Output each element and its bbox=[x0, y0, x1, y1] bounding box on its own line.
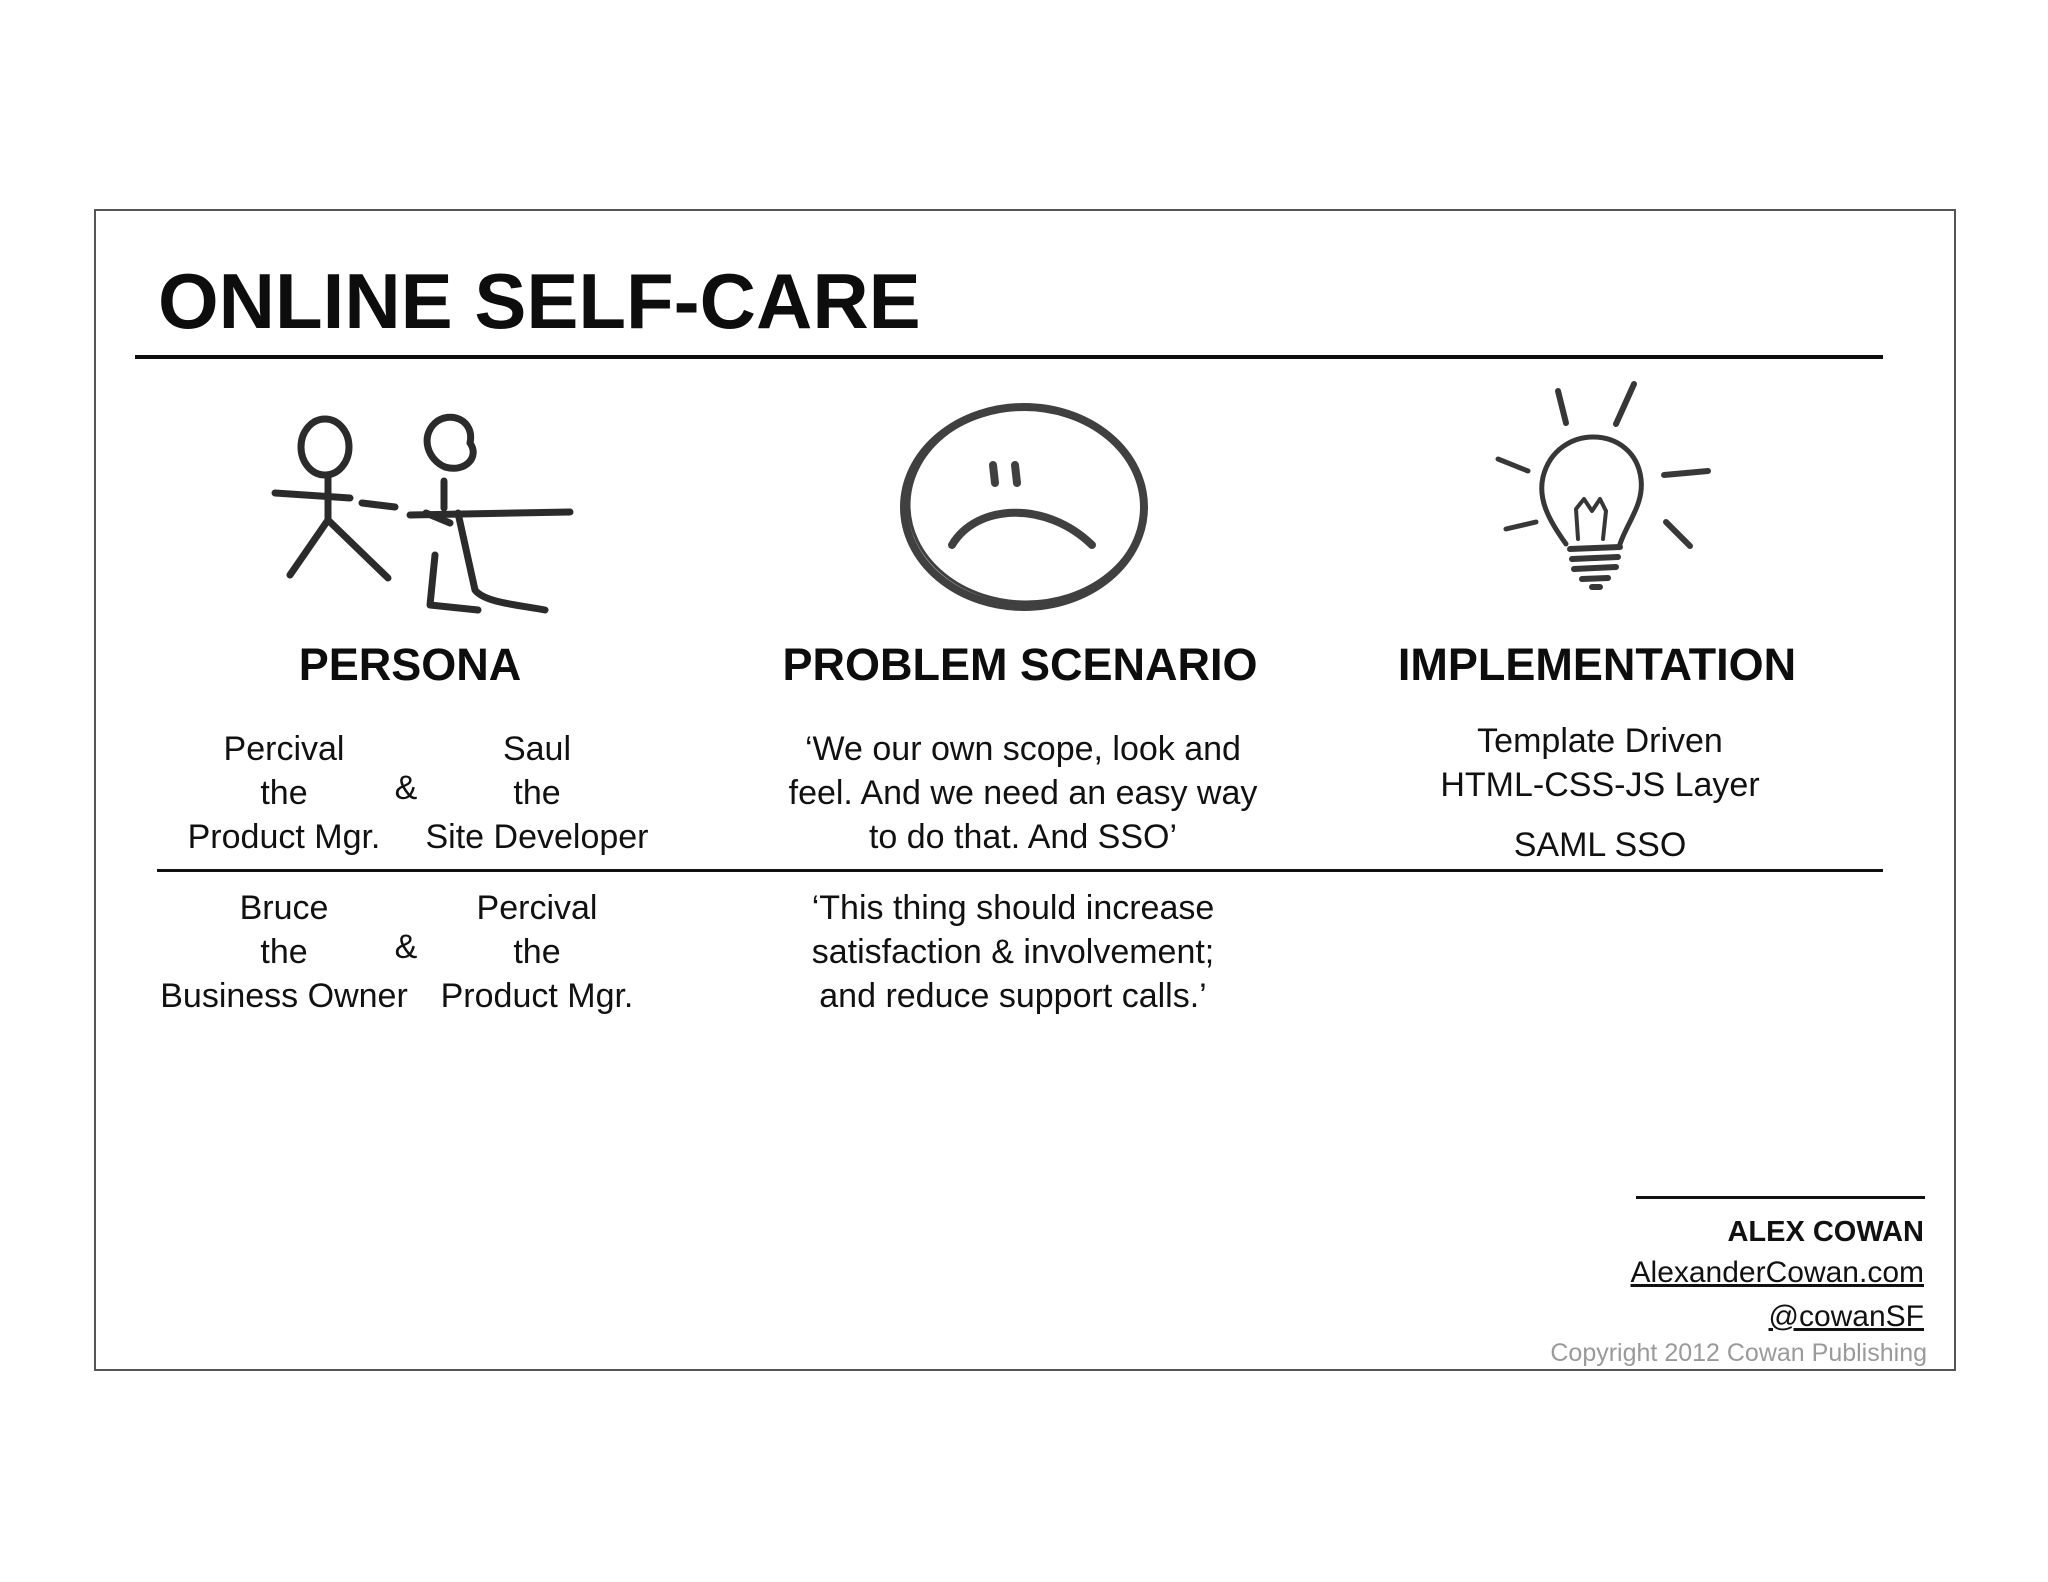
problem-bottom-quote bbox=[812, 886, 1215, 1018]
quote-line: to do that. And SSO’ bbox=[868, 818, 1178, 856]
problem-scenario-heading: PROBLEM SCENARIO bbox=[782, 639, 1258, 690]
problem-top-quote bbox=[789, 727, 1258, 859]
implementation-sso: SAML SSO bbox=[1513, 826, 1687, 864]
title-divider bbox=[135, 355, 1883, 359]
persona-top-left bbox=[188, 727, 381, 859]
row-divider bbox=[157, 869, 1883, 872]
persona-name: Saul bbox=[502, 730, 572, 768]
author-website-link[interactable]: AlexanderCowan.com bbox=[1630, 1256, 1924, 1289]
persona-role: Product Mgr. bbox=[187, 818, 381, 856]
persona-role: Product Mgr. bbox=[440, 977, 634, 1015]
author-twitter-link[interactable]: @cowanSF bbox=[1768, 1300, 1924, 1333]
copyright-notice: Copyright 2012 Cowan Publishing bbox=[1550, 1339, 1927, 1367]
page-title: ONLINE SELF-CARE bbox=[158, 257, 921, 345]
stick-figures-icon bbox=[270, 405, 580, 625]
author-divider bbox=[1636, 1196, 1925, 1199]
persona-article: the bbox=[513, 774, 561, 812]
implementation-heading: IMPLEMENTATION bbox=[1397, 639, 1797, 690]
quote-line: and reduce support calls.’ bbox=[819, 977, 1207, 1015]
quote-line: ‘We our own scope, look and bbox=[805, 730, 1241, 768]
persona-article: the bbox=[260, 774, 308, 812]
persona-name: Percival bbox=[476, 889, 598, 927]
implementation-line: HTML-CSS-JS Layer bbox=[1440, 766, 1760, 804]
implementation-details bbox=[1440, 719, 1759, 807]
persona-top-ampersand: & bbox=[394, 769, 418, 807]
persona-heading: PERSONA bbox=[298, 639, 522, 690]
frown-face-icon bbox=[897, 403, 1152, 613]
persona-article: the bbox=[260, 933, 308, 971]
persona-name: Bruce bbox=[239, 889, 329, 927]
light-bulb-icon bbox=[1488, 379, 1718, 604]
persona-top-right bbox=[425, 727, 648, 859]
quote-line: feel. And we need an easy way bbox=[788, 774, 1258, 812]
implementation-line: Template Driven bbox=[1477, 722, 1723, 760]
persona-article: the bbox=[513, 933, 561, 971]
persona-bottom-ampersand: & bbox=[394, 928, 418, 966]
author-name: ALEX COWAN bbox=[1727, 1216, 1924, 1248]
quote-line: ‘This thing should increase bbox=[811, 889, 1215, 927]
persona-role: Site Developer bbox=[425, 818, 649, 856]
persona-role: Business Owner bbox=[160, 977, 408, 1015]
quote-line: satisfaction & involvement; bbox=[811, 933, 1215, 971]
persona-bottom-right bbox=[441, 886, 634, 1018]
persona-bottom-left bbox=[160, 886, 408, 1018]
persona-name: Percival bbox=[223, 730, 345, 768]
